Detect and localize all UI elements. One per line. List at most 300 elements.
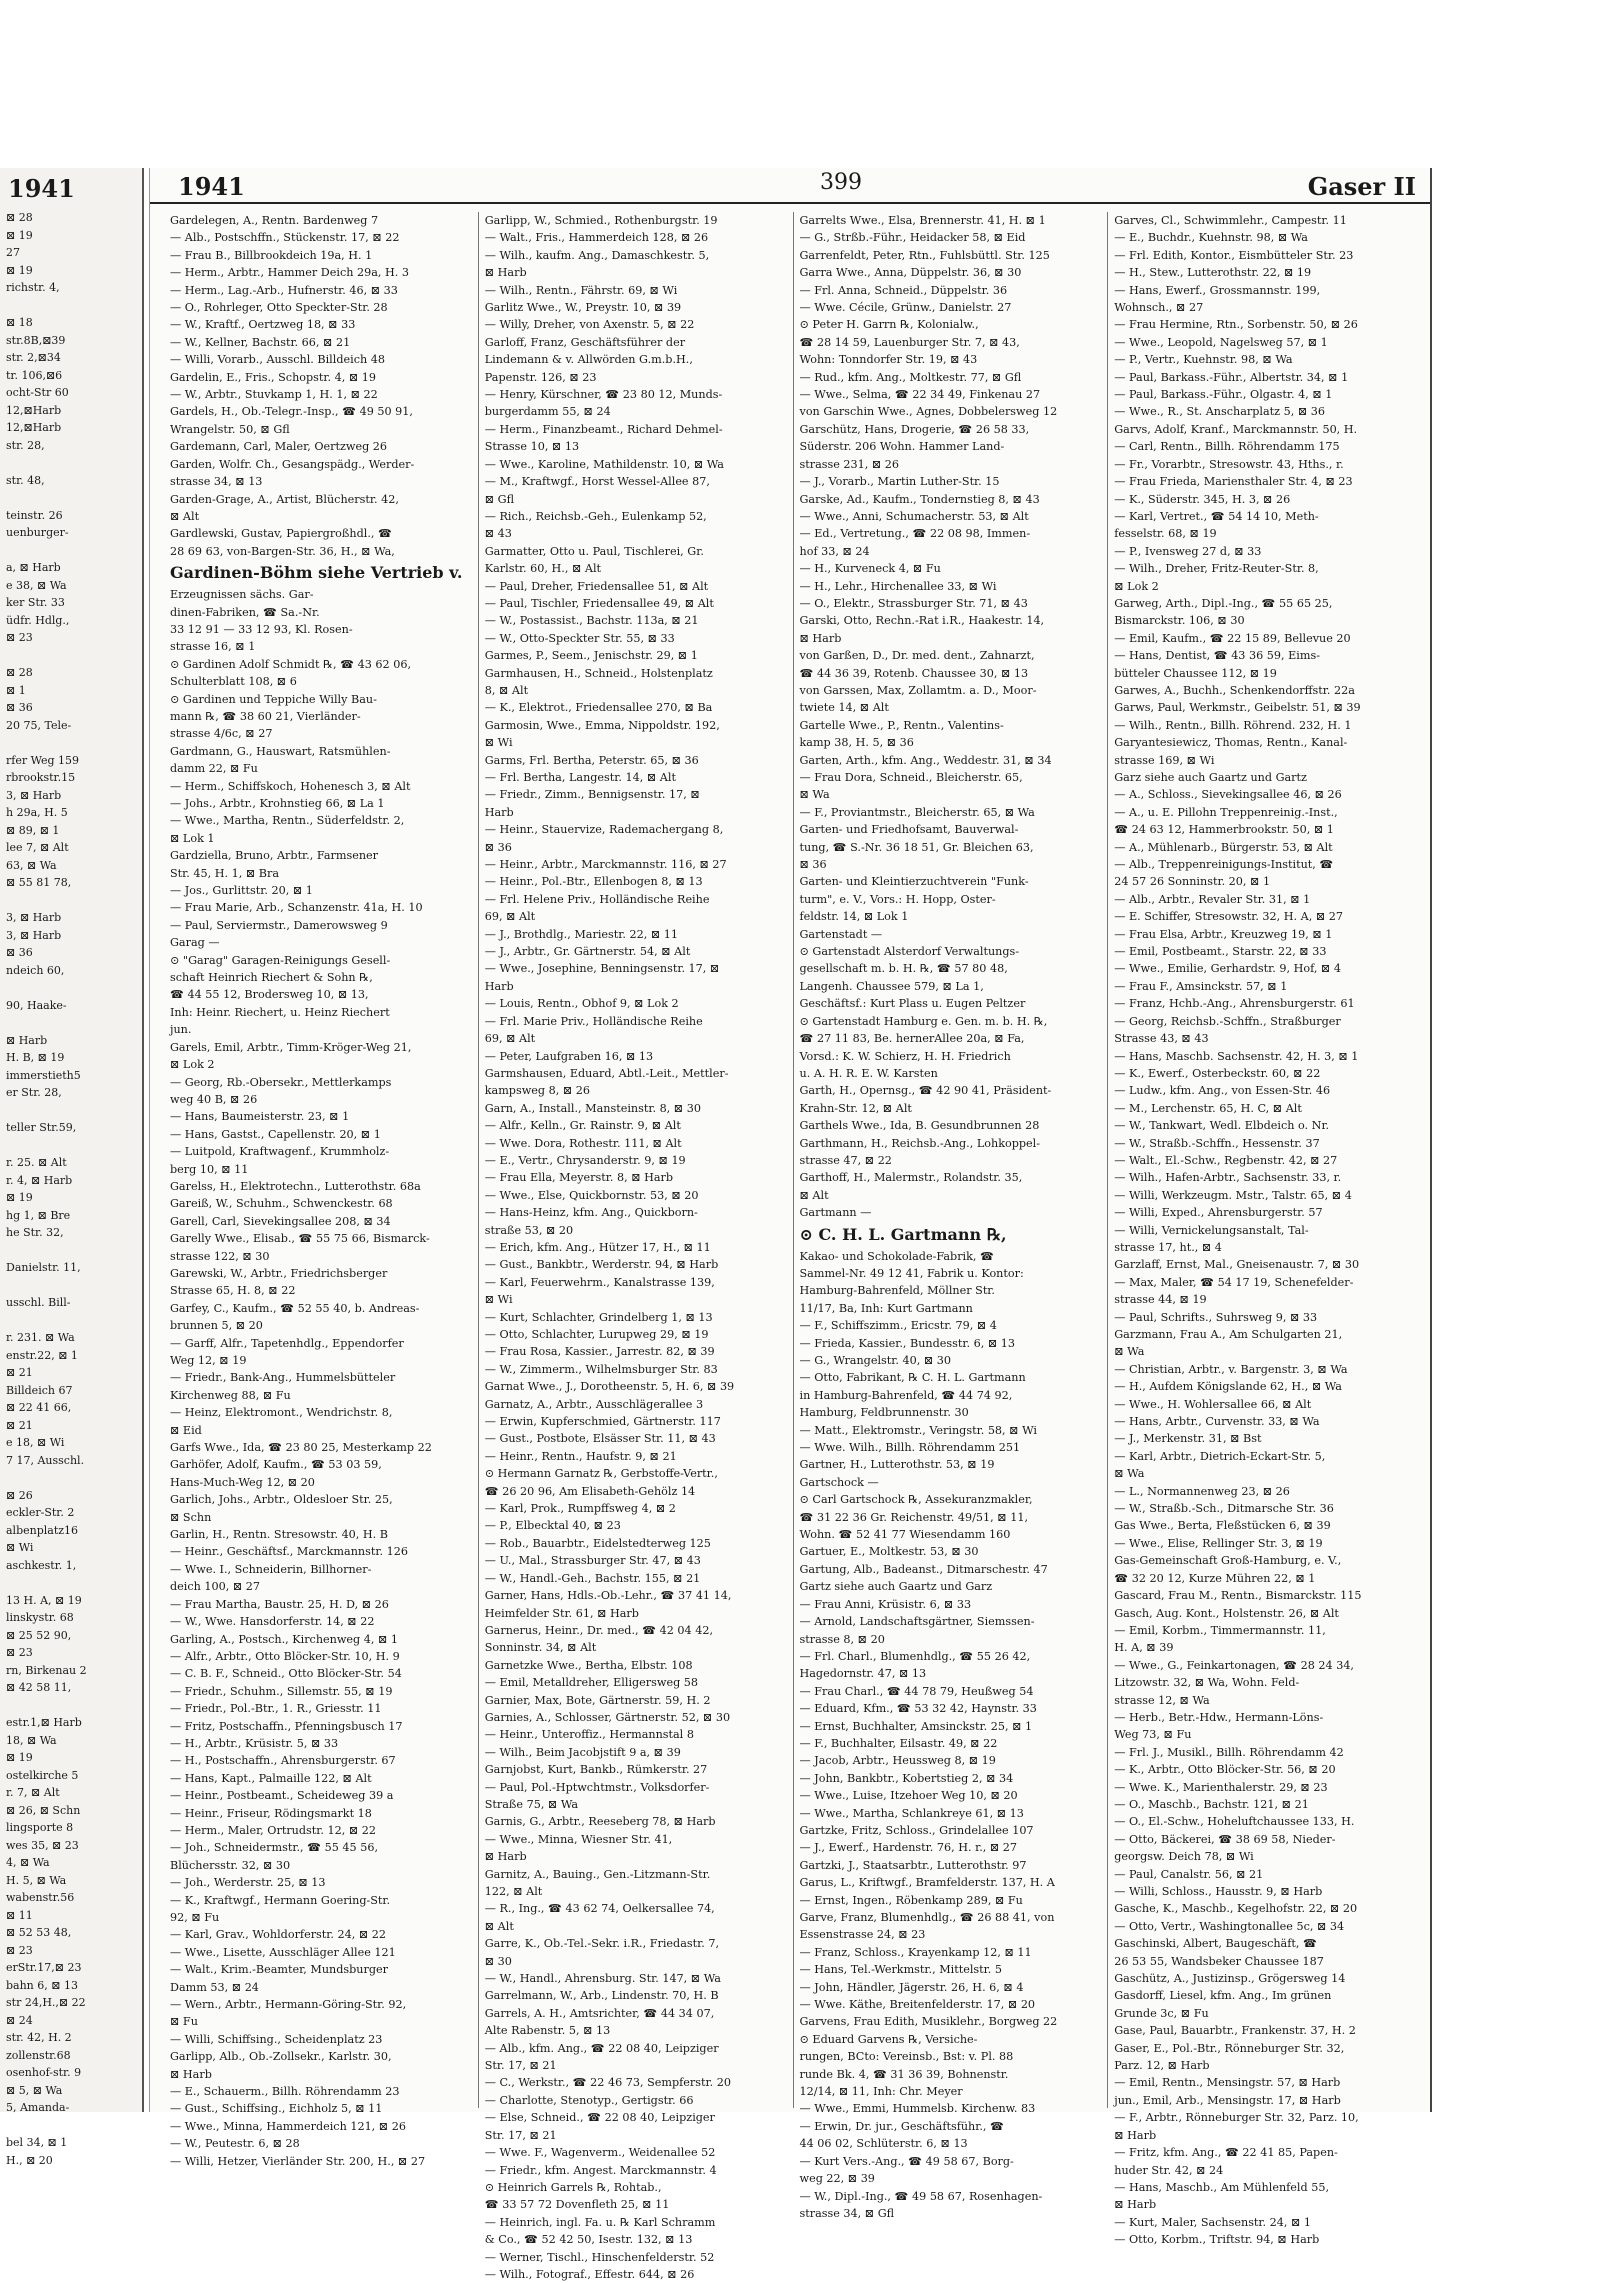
directory-entry-line: Garnetzke Wwe., Bertha, Elbstr. 108 bbox=[484, 1658, 693, 1672]
directory-entry-line: Gaschinski, Albert, Baugeschäft, ☎ bbox=[1114, 1937, 1317, 1951]
previous-page-line: immerstieth5 bbox=[6, 1068, 81, 1082]
directory-entry-line: — Wilh., Rentn., Fährstr. 69, ⊠ Wi bbox=[484, 283, 678, 297]
directory-entry-line: — Max, Maler, ☎ 54 17 19, Schenefelder- bbox=[1114, 1275, 1354, 1289]
previous-page-line: estr.1,⊠ Harb bbox=[6, 1716, 82, 1729]
directory-entry-line: — Wwe. Cécile, Grünw., Danielstr. 27 bbox=[799, 301, 1012, 315]
directory-entry-line: — Wwe., Minna, Hammerdeich 121, ⊠ 26 bbox=[170, 2119, 406, 2133]
directory-entry-line: — Hans, Baumeisterstr. 23, ⊠ 1 bbox=[170, 1110, 350, 1124]
directory-entry-line: — Wern., Arbtr., Hermann-Göring-Str. 92, bbox=[170, 1998, 407, 2012]
directory-entry-line: — Herm., Maler, Ortrudstr. 12, ⊠ 22 bbox=[170, 1823, 377, 1837]
directory-entry-line: — Frau B., Billbrookdeich 19a, H. 1 bbox=[170, 248, 373, 262]
directory-entry-line: ⊙ C. H. L. Gartmann ℞, bbox=[799, 1224, 1007, 1244]
previous-page-line: ⊠ 28 bbox=[6, 211, 33, 224]
directory-entry-line: Garden, Wolfr. Ch., Gesangspädg., Werder- bbox=[170, 457, 415, 471]
directory-entry-line: Gaschütz, A., Justizinsp., Grögersweg 14 bbox=[1114, 1972, 1346, 1986]
previous-page-line: ⊠ 21 bbox=[6, 1418, 33, 1432]
directory-entry-line: — Frl. Marie Priv., Holländische Reihe bbox=[484, 1014, 703, 1028]
directory-entry-line: — W., Straßb.-Schffn., Hessenstr. 37 bbox=[1114, 1136, 1320, 1150]
directory-entry-line: — Hans, Maschb. Sachsenstr. 42, H. 3, ⊠ 1 bbox=[1114, 1049, 1359, 1063]
directory-entry-line: ⊠ Fu bbox=[170, 2015, 198, 2029]
directory-entry-line: ⊠ Schn bbox=[170, 1510, 212, 1524]
directory-entry-line: Garnitz, A., Bauing., Gen.-Litzmann-Str. bbox=[484, 1867, 711, 1881]
directory-entry-line: Garfs Wwe., Ida, ☎ 23 80 25, Mesterkamp 22 bbox=[170, 1441, 432, 1455]
previous-page-line: Billdeich 67 bbox=[6, 1383, 73, 1397]
directory-entry-line: Garrelmann, W., Arb., Lindenstr. 70, H. B bbox=[484, 1989, 719, 2003]
directory-entry-line: ⊠ Wi bbox=[484, 736, 513, 750]
previous-page-line: üdfr. Hdlg., bbox=[6, 613, 70, 627]
directory-entry-line: ⊠ 30 bbox=[484, 1954, 512, 1968]
directory-entry-line: — Hans-Heinz, kfm. Ang., Quickborn- bbox=[484, 1206, 698, 1220]
directory-entry-line: Garner, Hans, Hdls.-Ob.-Lehr., ☎ 37 41 14, bbox=[484, 1589, 732, 1603]
directory-entry-line: — Else, Schneid., ☎ 22 08 40, Leipziger bbox=[484, 2111, 715, 2125]
directory-entry-line: — Kurt Vers.-Ang., ☎ 49 58 67, Borg- bbox=[799, 2154, 1014, 2168]
directory-entry-line: Parz. 12, ⊠ Harb bbox=[1114, 2059, 1210, 2073]
directory-entry-line: — J., Brothdlg., Mariestr. 22, ⊠ 11 bbox=[484, 927, 679, 941]
directory-entry-line: Wohn: Tonndorfer Str. 19, ⊠ 43 bbox=[799, 353, 978, 367]
directory-entry-line: ⊙ Gartenstadt Alsterdorf Verwaltungs- bbox=[799, 945, 1020, 959]
directory-entry-line: 26 53 55, Wandsbeker Chaussee 187 bbox=[1114, 1954, 1324, 1968]
directory-entry-line: — Paul, Barkass.-Führ., Albertstr. 34, ⊠ 1 bbox=[1114, 370, 1349, 384]
previous-page-line: albenplatz16 bbox=[6, 1523, 79, 1537]
directory-entry-line: — Franz, Hchb.-Ang., Ahrensburgerstr. 61 bbox=[1114, 997, 1355, 1011]
directory-entry-line: Garten- und Friedhofsamt, Bauverwal- bbox=[799, 823, 1019, 837]
directory-entry-line: 69, ⊠ Alt bbox=[484, 1032, 536, 1046]
previous-page-line: hg 1, ⊠ Bre bbox=[6, 1208, 71, 1222]
previous-page-line: ⊠ 26, ⊠ Schn bbox=[6, 1803, 81, 1817]
directory-entry-line: dinen-Fabriken, ☎ Sa.-Nr. bbox=[170, 605, 320, 619]
directory-entry-line: — Willi, Vernickelungsanstalt, Tal- bbox=[1114, 1223, 1309, 1237]
directory-entry-line: — C. B. F., Schneid., Otto Blöcker-Str. 54 bbox=[170, 1667, 402, 1681]
directory-entry-line: Garrels, A. H., Amtsrichter, ☎ 44 34 07, bbox=[484, 2006, 715, 2020]
directory-entry-line: ⊙ Peter H. Garrn ℞, Kolonialw., bbox=[799, 318, 979, 332]
directory-entry-line: Straße 75, ⊠ Wa bbox=[484, 1797, 579, 1811]
previous-page-line: r. 7, ⊠ Alt bbox=[6, 1786, 60, 1799]
directory-entry-line: — Emil, Postbeamt., Starstr. 22, ⊠ 33 bbox=[1114, 945, 1327, 959]
directory-entry-line: von Garssen, Max, Zollamtm. a. D., Moor- bbox=[799, 683, 1037, 697]
previous-page-line: H., ⊠ 20 bbox=[6, 2153, 53, 2167]
directory-entry-line: 8, ⊠ Alt bbox=[484, 683, 529, 697]
directory-entry-line: — Hans, Tel.-Werkmstr., Mittelstr. 5 bbox=[799, 1963, 1003, 1977]
directory-entry-line: Garske, Ad., Kaufm., Tondernstieg 8, ⊠ 43 bbox=[799, 492, 1040, 506]
previous-page-line: ⊠ 5, ⊠ Wa bbox=[6, 2083, 63, 2097]
directory-entry-line: Gasdorff, Liesel, kfm. Ang., Im grünen bbox=[1114, 1989, 1332, 2003]
directory-entry-line: ⊙ Heinrich Garrels ℞, Rohtab., bbox=[484, 2180, 662, 2194]
directory-entry-line: burgerdamm 55, ⊠ 24 bbox=[484, 405, 611, 419]
directory-entry-line: — G., Wrangelstr. 40, ⊠ 30 bbox=[799, 1354, 952, 1367]
directory-entry-line: — John, Händler, Jägerstr. 26, H. 6, ⊠ 4 bbox=[799, 1980, 1024, 1994]
directory-entry-line: — W., Wwe. Hansdorferstr. 14, ⊠ 22 bbox=[170, 1615, 375, 1629]
directory-entry-line: — F., Schiffszimm., Ericstr. 79, ⊠ 4 bbox=[799, 1319, 997, 1333]
previous-page-line: he Str. 32, bbox=[6, 1226, 64, 1239]
directory-entry-line: Garyantesiewicz, Thomas, Rentn., Kanal- bbox=[1114, 736, 1348, 750]
directory-entry-line: weg 40 B, ⊠ 26 bbox=[170, 1092, 258, 1106]
previous-page-line: rbrookstr.15 bbox=[6, 771, 76, 784]
directory-entry-line: — H., Stew., Lutterothstr. 22, ⊠ 19 bbox=[1114, 266, 1312, 280]
previous-page-line bbox=[0, 297, 142, 315]
previous-page-line: ⊠ 19 bbox=[6, 228, 33, 242]
directory-entry-line: jun. bbox=[170, 1023, 192, 1037]
previous-page-line: str. 2,⊠34 bbox=[6, 351, 61, 364]
directory-entry-line: ⊠ Wa bbox=[1114, 1467, 1145, 1481]
directory-entry-line: Harb bbox=[484, 979, 514, 993]
directory-entry-line: Gartmann — bbox=[799, 1206, 872, 1220]
directory-entry-line: — O., Maschb., Bachstr. 121, ⊠ 21 bbox=[1114, 1797, 1309, 1811]
directory-entry-line: — Hans, Dentist, ☎ 43 36 59, Eims- bbox=[1114, 649, 1320, 663]
directory-entry-line: — Rob., Bauarbtr., Eidelstedterweg 125 bbox=[484, 1536, 711, 1550]
column-4 bbox=[1108, 212, 1422, 2247]
previous-page-line: ⊠ 19 bbox=[6, 1191, 33, 1204]
directory-entry-line: runde Bk. 4, ☎ 31 36 39, Bohnenstr. bbox=[799, 2067, 1009, 2081]
directory-entry-line: — Otto, Bäckerei, ☎ 38 69 58, Nieder- bbox=[1114, 1832, 1336, 1846]
previous-page-line: ⊠ 19 bbox=[6, 263, 33, 277]
directory-entry-line: strasse 231, ⊠ 26 bbox=[799, 457, 900, 471]
directory-entry-line: brunnen 5, ⊠ 20 bbox=[170, 1319, 263, 1333]
directory-entry-line: Gartz siehe auch Gaartz und Garz bbox=[799, 1580, 993, 1594]
previous-page-line: ⊠ 36 bbox=[6, 701, 33, 714]
directory-entry-line: gesellschaft m. b. H. ℞, ☎ 57 80 48, bbox=[799, 962, 1008, 976]
previous-page-line: 3, ⊠ Harb bbox=[6, 928, 62, 942]
previous-page-line: ⊠ 36 bbox=[6, 946, 33, 959]
directory-entry-line: — Wwe., Minna, Wiesner Str. 41, bbox=[484, 1832, 673, 1846]
directory-entry-line: — Frau Ella, Meyerstr. 8, ⊠ Harb bbox=[484, 1171, 674, 1185]
directory-entry-line: 33 12 91 — 33 12 93, Kl. Rosen- bbox=[170, 622, 353, 636]
directory-entry-line: — Heinr., Postbeamt., Scheideweg 39 a bbox=[170, 1789, 394, 1803]
previous-page-fragment bbox=[0, 168, 144, 2167]
directory-entry-line: — Heinr., Unteroffiz., Hermannstal 8 bbox=[484, 1728, 694, 1742]
previous-page-line: ostelkirche 5 bbox=[6, 1768, 79, 1782]
directory-entry-line: georgsw. Deich 78, ⊠ Wi bbox=[1114, 1850, 1254, 1864]
directory-entry-line: 44 06 02, Schlüterstr. 6, ⊠ 13 bbox=[799, 2137, 968, 2151]
directory-entry-line: — Paul, Dreher, Friedensallee 51, ⊠ Alt bbox=[484, 579, 709, 593]
directory-entry-line: Strasse 65, H. 8, ⊠ 22 bbox=[170, 1284, 296, 1298]
directory-entry-line: Garnat Wwe., J., Dorotheenstr. 5, H. 6, ⊠ 39 bbox=[484, 1380, 735, 1394]
directory-entry-line: — H., Postschaffn., Ahrensburgerstr. 67 bbox=[170, 1754, 396, 1768]
directory-entry-line: — Herm., Arbtr., Hammer Deich 29a, H. 3 bbox=[170, 266, 409, 280]
page-number: 399 bbox=[820, 170, 862, 195]
directory-entry-line: Gartung, Alb., Badeanst., Ditmarschestr. 47 bbox=[799, 1562, 1048, 1576]
directory-entry-line: Garmshausen, Eduard, Abtl.-Leit., Mettler- bbox=[484, 1066, 729, 1080]
directory-entry-line: — Rud., kfm. Ang., Moltkestr. 77, ⊠ Gfl bbox=[799, 370, 1022, 384]
directory-entry-line: Garnerus, Heinr., Dr. med., ☎ 42 04 42, bbox=[484, 1623, 714, 1637]
directory-entry-line: — W., Zimmerm., Wilhelmsburger Str. 83 bbox=[484, 1362, 718, 1376]
directory-entry-line: strasse 122, ⊠ 30 bbox=[170, 1249, 270, 1263]
previous-page-line: 18, ⊠ Wa bbox=[6, 1733, 57, 1747]
previous-page-line: 12,⊠Harb bbox=[6, 403, 62, 417]
previous-page-line: rn, Birkenau 2 bbox=[6, 1663, 87, 1677]
directory-entry-line: mann ℞, ☎ 38 60 21, Vierländer- bbox=[170, 709, 361, 723]
directory-entry-line: Essenstrasse 24, ⊠ 23 bbox=[799, 1928, 926, 1942]
directory-entry-line: — Wwe., R., St. Anscharplatz 5, ⊠ 36 bbox=[1114, 405, 1325, 419]
directory-entry-line: Garweg, Arth., Dipl.-Ing., ☎ 55 65 25, bbox=[1114, 596, 1333, 610]
directory-entry-line: & Co., ☎ 52 42 50, Isestr. 132, ⊠ 13 bbox=[484, 2233, 693, 2247]
directory-entry-line: — Wwe. K., Marienthalerstr. 29, ⊠ 23 bbox=[1114, 1780, 1328, 1794]
directory-entry-line: 11/17, Ba, Inh: Kurt Gartmann bbox=[799, 1301, 973, 1315]
directory-entry-line: — Friedr., kfm. Angest. Marckmannstr. 4 bbox=[484, 2163, 717, 2177]
previous-page-line: r. 4, ⊠ Harb bbox=[6, 1173, 73, 1187]
directory-entry-line: — Johs., Arbtr., Krohnstieg 66, ⊠ La 1 bbox=[170, 797, 385, 810]
previous-page-line: ⊠ 42 58 11, bbox=[6, 1681, 72, 1694]
directory-entry-line: — Heinrich, ingl. Fa. u. ℞ Karl Schramm bbox=[484, 2215, 716, 2229]
previous-page-line: ⊠ 55 81 78, bbox=[6, 876, 72, 889]
directory-entry-line: — E. Schiffer, Stresowstr. 32, H. A, ⊠ 27 bbox=[1114, 910, 1344, 924]
column-1 bbox=[164, 212, 479, 2168]
previous-page-line: 63, ⊠ Wa bbox=[6, 858, 57, 872]
directory-entry-line: Garten- und Kleintierzuchtverein "Funk- bbox=[799, 875, 1029, 889]
directory-entry-line: ☎ 32 20 12, Kurze Mühren 22, ⊠ 1 bbox=[1114, 1571, 1316, 1585]
previous-page-line: wes 35, ⊠ 23 bbox=[6, 1838, 79, 1852]
directory-entry-line: ☎ 24 63 12, Hammerbrookstr. 50, ⊠ 1 bbox=[1114, 823, 1334, 837]
directory-entry-line: — J., Arbtr., Gr. Gärtnerstr. 54, ⊠ Alt bbox=[484, 945, 691, 959]
directory-entry-line: Lindemann & v. Allwörden G.m.b.H., bbox=[484, 353, 693, 367]
running-head: Gaser II bbox=[1307, 172, 1416, 201]
directory-entry-line: — R., Ing., ☎ 43 62 74, Oelkersallee 74, bbox=[484, 1902, 715, 1916]
directory-entry-line: — O., Elektr., Strassburger Str. 71, ⊠ 43 bbox=[799, 596, 1028, 610]
directory-entry-line: Hamburg, Feldbrunnenstr. 30 bbox=[799, 1406, 969, 1420]
previous-page-line: rfer Weg 159 bbox=[6, 753, 80, 767]
previous-page-line: h 29a, H. 5 bbox=[6, 806, 68, 819]
previous-page-line: ⊠ Harb bbox=[6, 1033, 48, 1047]
directory-entry-line: — Emil, Kaufm., ☎ 22 15 89, Bellevue 20 bbox=[1114, 631, 1351, 645]
directory-entry-line: — Rich., Reichsb.-Geh., Eulenkamp 52, bbox=[484, 509, 707, 523]
previous-page-line bbox=[0, 1697, 142, 1715]
directory-entry-line: — Karl, Arbtr., Dietrich-Eckart-Str. 5, bbox=[1114, 1449, 1326, 1463]
directory-entry-line: — Franz, Schloss., Krayenkamp 12, ⊠ 11 bbox=[799, 1945, 1032, 1959]
previous-page-line: wabenstr.56 bbox=[6, 1891, 75, 1904]
directory-entry-line: Heimfelder Str. 61, ⊠ Harb bbox=[484, 1606, 639, 1620]
directory-entry-line: strasse 34, ⊠ 13 bbox=[170, 475, 263, 489]
previous-page-line: zollenstr.68 bbox=[6, 2048, 71, 2062]
directory-entry-line: — Frau Hermine, Rtn., Sorbenstr. 50, ⊠ 26 bbox=[1114, 318, 1358, 332]
directory-entry-line: Alte Rabenstr. 5, ⊠ 13 bbox=[484, 2024, 611, 2038]
directory-entry-line: — Ernst, Buchhalter, Amsinckstr. 25, ⊠ 1 bbox=[799, 1719, 1033, 1733]
directory-entry-line: — Carl, Rentn., Billh. Röhrendamm 175 bbox=[1114, 440, 1340, 454]
directory-entry-line: — Hans, Ewerf., Grossmannstr. 199, bbox=[1114, 283, 1321, 297]
directory-entry-line: — Wwe., Elise, Rellinger Str. 3, ⊠ 19 bbox=[1114, 1536, 1323, 1550]
directory-entry-line: — W., Handl., Ahrensburg. Str. 147, ⊠ Wa bbox=[484, 1972, 721, 1986]
previous-page-line: lee 7, ⊠ Alt bbox=[6, 841, 69, 854]
directory-entry-line: — Alfr., Kelln., Gr. Rainstr. 9, ⊠ Alt bbox=[484, 1119, 681, 1133]
directory-entry-line: Kakao- und Schokolade-Fabrik, ☎ bbox=[799, 1249, 994, 1263]
directory-entry-line: — Frau Frieda, Mariensthaler Str. 4, ⊠ 23 bbox=[1114, 475, 1353, 489]
directory-entry-line: — Wwe., Luise, Itzehoer Weg 10, ⊠ 20 bbox=[799, 1789, 1018, 1803]
directory-entry-line: Garhöfer, Adolf, Kaufm., ☎ 53 03 59, bbox=[170, 1458, 382, 1472]
directory-entry-line: Erzeugnissen sächs. Gar- bbox=[170, 588, 314, 602]
directory-entry-line: Garmhausen, H., Schneid., Holstenplatz bbox=[484, 666, 713, 680]
directory-entry-line: Krahn-Str. 12, ⊠ Alt bbox=[799, 1101, 912, 1115]
directory-entry-line: — Garff, Alfr., Tapetenhdlg., Eppendorfer bbox=[170, 1336, 404, 1350]
directory-entry-line: Garwes, A., Buchh., Schenkendorffstr. 22a bbox=[1114, 683, 1355, 697]
previous-page-line: ⊠ 89, ⊠ 1 bbox=[6, 823, 60, 837]
directory-entry-line: Garag — bbox=[170, 936, 220, 950]
directory-entry-line: ☎ 44 36 39, Rotenb. Chaussee 30, ⊠ 13 bbox=[799, 666, 1029, 680]
directory-entry-line: — Wwe., Selma, ☎ 22 34 49, Finkenau 27 bbox=[799, 388, 1041, 402]
directory-entry-line: — Hans, Arbtr., Curvenstr. 33, ⊠ Wa bbox=[1114, 1415, 1320, 1429]
directory-entry-line: Wrangelstr. 50, ⊠ Gfl bbox=[170, 422, 290, 436]
previous-page-lines bbox=[0, 209, 142, 2169]
directory-entry-line: — Alfr., Arbtr., Otto Blöcker-Str. 10, H. 9 bbox=[170, 1649, 400, 1663]
previous-page-line: linskystr. 68 bbox=[6, 1611, 74, 1624]
directory-entry-line: ⊙ Gardinen Adolf Schmidt ℞, ☎ 43 62 06, bbox=[170, 657, 412, 671]
directory-entry-line: — Emil, Rentn., Mensingstr. 57, ⊠ Harb bbox=[1114, 2076, 1341, 2090]
directory-entry-line: — Wwe., H. Wohlersallee 66, ⊠ Alt bbox=[1114, 1397, 1312, 1411]
directory-entry-line: — Kurt, Maler, Sachsenstr. 24, ⊠ 1 bbox=[1114, 2215, 1312, 2229]
directory-entry-line: Garnatz, A., Arbtr., Ausschlägerallee 3 bbox=[484, 1397, 704, 1411]
directory-entry-line: ⊙ "Garag" Garagen-Reinigungs Gesell- bbox=[170, 953, 391, 967]
directory-entry-line: 12/14, ⊠ 11, Inh: Chr. Meyer bbox=[799, 2085, 963, 2099]
directory-entry-line: — Wwe., Anni, Schumacherstr. 53, ⊠ Alt bbox=[799, 509, 1029, 523]
previous-page-line: ndeich 60, bbox=[6, 963, 65, 977]
directory-entry-line: Vorsd.: K. W. Schierz, H. H. Friedrich bbox=[799, 1049, 1011, 1063]
directory-entry-line: ⊠ Lok 1 bbox=[170, 831, 215, 845]
previous-page-line bbox=[0, 1102, 142, 1120]
previous-page-line bbox=[0, 647, 142, 665]
directory-entry-line: Garthoff, H., Malermstr., Rolandstr. 35, bbox=[799, 1171, 1023, 1185]
directory-entry-line: ⊠ Alt bbox=[170, 509, 200, 523]
directory-entry-line: — W., Otto-Speckter Str. 55, ⊠ 33 bbox=[484, 631, 675, 645]
previous-page-line: ⊠ 26 bbox=[6, 1488, 33, 1502]
directory-entry-line: — Heinr., Pol.-Btr., Ellenbogen 8, ⊠ 13 bbox=[484, 875, 703, 889]
previous-page-line: ⊠ 52 53 48, bbox=[6, 1926, 72, 1939]
directory-entry-line: Str. 17, ⊠ 21 bbox=[484, 2059, 557, 2073]
directory-entry-line: — Friedr., Schuhm., Sillemstr. 55, ⊠ 19 bbox=[170, 1684, 393, 1698]
directory-entry-line: — Erich, kfm. Ang., Hützer 17, H., ⊠ 11 bbox=[484, 1240, 711, 1254]
directory-entry-line: ⊠ Harb bbox=[484, 266, 527, 280]
directory-entry-line: — Herm., Lag.-Arb., Hufnerstr. 46, ⊠ 33 bbox=[170, 283, 398, 297]
previous-page-line: usschl. Bill- bbox=[6, 1296, 71, 1309]
directory-entry-line: — Peter, Laufgraben 16, ⊠ 13 bbox=[484, 1049, 654, 1063]
directory-entry-line: — Willi, Werkzeugm. Mstr., Talstr. 65, ⊠ 4 bbox=[1114, 1188, 1352, 1202]
directory-entry-line: ⊠ Gfl bbox=[484, 492, 515, 506]
previous-page-line: 12,⊠Harb bbox=[6, 421, 62, 434]
directory-entry-line: Garn, A., Install., Mansteinstr. 8, ⊠ 30 bbox=[484, 1101, 701, 1115]
directory-entry-line: Garzmann, Frau A., Am Schulgarten 21, bbox=[1114, 1328, 1343, 1341]
directory-entry-line: ⊠ Lok 2 bbox=[170, 1058, 215, 1072]
previous-page-line bbox=[0, 454, 142, 472]
directory-entry-line: kamp 38, H. 5, ⊠ 36 bbox=[799, 736, 914, 750]
directory-entry-line: — Walt., El.-Schw., Regbenstr. 42, ⊠ 27 bbox=[1114, 1153, 1338, 1167]
directory-entry-line: Weg 73, ⊠ Fu bbox=[1114, 1728, 1192, 1742]
directory-entry-line: — W., Tankwart, Wedl. Elbdeich o. Nr. bbox=[1114, 1119, 1330, 1133]
directory-entry-line: — Willi, Schloss., Hausstr. 9, ⊠ Harb bbox=[1114, 1885, 1323, 1898]
previous-page-line: ⊠ 19 bbox=[6, 1751, 33, 1764]
directory-entry-line: Strasse 43, ⊠ 43 bbox=[1114, 1032, 1209, 1046]
directory-entry-line: — Paul, Canalstr. 56, ⊠ 21 bbox=[1114, 1867, 1264, 1881]
directory-entry-line: Gardmann, G., Hauswart, Ratsmühlen- bbox=[170, 744, 391, 758]
previous-page-line bbox=[0, 1469, 142, 1487]
directory-entry-line: Gardelin, E., Fris., Schopstr. 4, ⊠ 19 bbox=[170, 370, 377, 384]
directory-entry-line: Harb bbox=[484, 805, 514, 819]
directory-entry-line: ⊠ 43 bbox=[484, 527, 512, 541]
directory-entry-line: — E., Buchdr., Kuehnstr. 98, ⊠ Wa bbox=[1114, 231, 1308, 245]
directory-entry-line: strasse 34, ⊠ Gfl bbox=[799, 2206, 895, 2220]
directory-entry-line: — H., Kurveneck 4, ⊠ Fu bbox=[799, 562, 941, 576]
directory-entry-line: — Charlotte, Stenotyp., Gertigstr. 66 bbox=[484, 2093, 694, 2107]
directory-entry-line: Garzlaff, Ernst, Mal., Gneisenaustr. 7, ⊠ 30 bbox=[1114, 1258, 1360, 1272]
directory-entry-line: Garves, Cl., Schwimmlehr., Campestr. 11 bbox=[1114, 214, 1347, 227]
directory-entry-line: — W., Peutestr. 6, ⊠ 28 bbox=[170, 2137, 300, 2151]
previous-page-line: r. 25. ⊠ Alt bbox=[6, 1156, 67, 1169]
directory-entry-line: Garlin, H., Rentn. Stresowstr. 40, H. B bbox=[170, 1528, 389, 1542]
directory-entry-line: — Matt., Elektromstr., Veringstr. 58, ⊠ Wi bbox=[799, 1423, 1037, 1437]
directory-entry-line: turm", e. V., Vors.: H. Hopp, Oster- bbox=[799, 892, 996, 906]
directory-entry-line: — Alb., Postschffn., Stückenstr. 17, ⊠ 22 bbox=[170, 231, 400, 245]
directory-entry-line: — Fritz, kfm. Ang., ☎ 22 41 85, Papen- bbox=[1114, 2146, 1338, 2160]
directory-entry-line: — Emil, Metalldreher, Elligersweg 58 bbox=[484, 1676, 699, 1690]
directory-entry-line: — Wwe., Martha, Rentn., Süderfeldstr. 2, bbox=[170, 814, 405, 828]
directory-entry-line: Garra Wwe., Anna, Düppelstr. 36, ⊠ 30 bbox=[799, 266, 1022, 280]
directory-entry-line: Garws, Paul, Werkmstr., Geibelstr. 51, ⊠ 39 bbox=[1114, 701, 1361, 715]
directory-entry-line: — Frau Martha, Baustr. 25, H. D, ⊠ 26 bbox=[170, 1597, 389, 1611]
directory-entry-line: — Wilh., kaufm. Ang., Damaschkestr. 5, bbox=[484, 248, 710, 262]
previous-page-line: str. 28, bbox=[6, 438, 45, 452]
directory-entry-line: — Wwe., G., Feinkartonagen, ☎ 28 24 34, bbox=[1114, 1658, 1354, 1672]
directory-entry-line: Garloff, Franz, Geschäftsführer der bbox=[484, 335, 686, 349]
previous-page-line: ⊠ 28 bbox=[6, 666, 33, 679]
directory-entry-line: — Wwe. F., Wagenverm., Weidenallee 52 bbox=[484, 2146, 716, 2160]
directory-entry-line: 122, ⊠ Alt bbox=[484, 1885, 543, 1898]
previous-page-line: r. 231. ⊠ Wa bbox=[6, 1331, 75, 1344]
directory-entry-line: Garlitz Wwe., W., Preystr. 10, ⊠ 39 bbox=[484, 301, 682, 315]
directory-entry-line: Garlipp, W., Schmied., Rothenburgstr. 19 bbox=[484, 214, 718, 227]
previous-page-line: ker Str. 33 bbox=[6, 596, 65, 609]
directory-entry-line: Garell, Carl, Sievekingsallee 208, ⊠ 34 bbox=[170, 1214, 391, 1228]
directory-entry-line: Garling, A., Postsch., Kirchenweg 4, ⊠ 1 bbox=[170, 1632, 399, 1646]
directory-entry-line: 24 57 26 Sonninstr. 20, ⊠ 1 bbox=[1114, 875, 1271, 889]
directory-entry-line: ⊠ Wa bbox=[1114, 1345, 1145, 1359]
directory-entry-line: — Ed., Vertretung., ☎ 22 08 98, Immen- bbox=[799, 527, 1031, 541]
directory-entry-line: — Paul, Tischler, Friedensallee 49, ⊠ Alt bbox=[484, 596, 714, 610]
directory-entry-line: Gardemann, Carl, Maler, Oertzweg 26 bbox=[170, 440, 388, 454]
directory-entry-line: Garelss, H., Elektrotechn., Lutterothstr. 68a bbox=[170, 1179, 421, 1193]
directory-entry-line: — A., Schloss., Sievekingsallee 46, ⊠ 26 bbox=[1114, 788, 1342, 802]
directory-entry-line: ⊠ Harb bbox=[799, 631, 842, 645]
directory-entry-line: — Willi, Exped., Ahrensburgerstr. 57 bbox=[1114, 1206, 1323, 1220]
directory-entry-line: H. A, ⊠ 39 bbox=[1114, 1641, 1174, 1655]
directory-entry-line: ☎ 26 20 96, Am Elisabeth-Gehölz 14 bbox=[484, 1484, 696, 1498]
directory-entry-line: Garthels Wwe., Ida, B. Gesundbrunnen 28 bbox=[799, 1119, 1040, 1133]
directory-entry-line: — W., Postassist., Bachstr. 113a, ⊠ 21 bbox=[484, 614, 699, 628]
directory-entry-line: — F., Proviantmstr., Bleicherstr. 65, ⊠ Wa bbox=[799, 805, 1035, 819]
directory-entry-line: — Friedr., Zimm., Bennigsenstr. 17, ⊠ bbox=[484, 788, 700, 802]
directory-entry-line: — Ernst, Ingen., Röbenkamp 289, ⊠ Fu bbox=[799, 1893, 1023, 1907]
directory-entry-line: — Werner, Tischl., Hinschenfelderstr. 52 bbox=[484, 2250, 715, 2264]
directory-entry-line: Garre, K., Ob.-Tel.-Sekr. i.R., Friedastr. 7, bbox=[484, 1937, 720, 1951]
directory-entry-line: — Wilh., Dreher, Fritz-Reuter-Str. 8, bbox=[1114, 562, 1319, 576]
directory-entry-line: — O., Rohrleger, Otto Speckter-Str. 28 bbox=[170, 301, 388, 315]
directory-entry-line: Garlipp, Alb., Ob.-Zollsekr., Karlstr. 30, bbox=[170, 2050, 392, 2064]
directory-entry-line: Garden-Grage, A., Artist, Blücherstr. 42, bbox=[170, 492, 399, 506]
directory-entry-line: Bismarckstr. 106, ⊠ 30 bbox=[1114, 614, 1245, 628]
directory-entry-line: 28 69 63, von-Bargen-Str. 36, H., ⊠ Wa, bbox=[170, 544, 395, 558]
directory-entry-line: Garski, Otto, Rechn.-Rat i.R., Haakestr. 14, bbox=[799, 614, 1045, 628]
directory-entry-line: — Wilh., Rentn., Billh. Röhrend. 232, H. 1 bbox=[1114, 718, 1352, 732]
directory-entry-line: deich 100, ⊠ 27 bbox=[170, 1580, 261, 1594]
directory-entry-line: — Walt., Fris., Hammerdeich 128, ⊠ 26 bbox=[484, 231, 709, 245]
directory-entry-line: — Wwe. Wilh., Billh. Röhrendamm 251 bbox=[799, 1441, 1021, 1455]
directory-entry-line: Str. 45, H. 1, ⊠ Bra bbox=[170, 866, 280, 880]
directory-entry-line: ☎ 27 11 83, Be. hernerAllee 20a, ⊠ Fa, bbox=[799, 1032, 1025, 1046]
directory-entry-line: berg 10, ⊠ 11 bbox=[170, 1162, 249, 1176]
previous-page-line: a, ⊠ Harb bbox=[6, 561, 61, 574]
directory-entry-line: — Paul, Pol.-Hptwchtmstr., Volksdorfer- bbox=[484, 1780, 710, 1794]
directory-entry-line: — Georg, Rb.-Obersekr., Mettlerkamps bbox=[170, 1075, 392, 1089]
directory-entry-line: — Wwe., Lisette, Ausschläger Allee 121 bbox=[170, 1945, 396, 1959]
directory-entry-line: Garnjobst, Kurt, Bankb., Rümkerstr. 27 bbox=[484, 1763, 708, 1777]
directory-entry-line: Garrenfeldt, Peter, Rtn., Fuhlsbüttl. Str. 125 bbox=[799, 248, 1050, 262]
directory-entry-line: u. A. H. R. E. W. Karsten bbox=[799, 1066, 938, 1080]
previous-page-line: ⊠ 23 bbox=[6, 1646, 33, 1659]
previous-page-line: aschkestr. 1, bbox=[6, 1558, 77, 1572]
